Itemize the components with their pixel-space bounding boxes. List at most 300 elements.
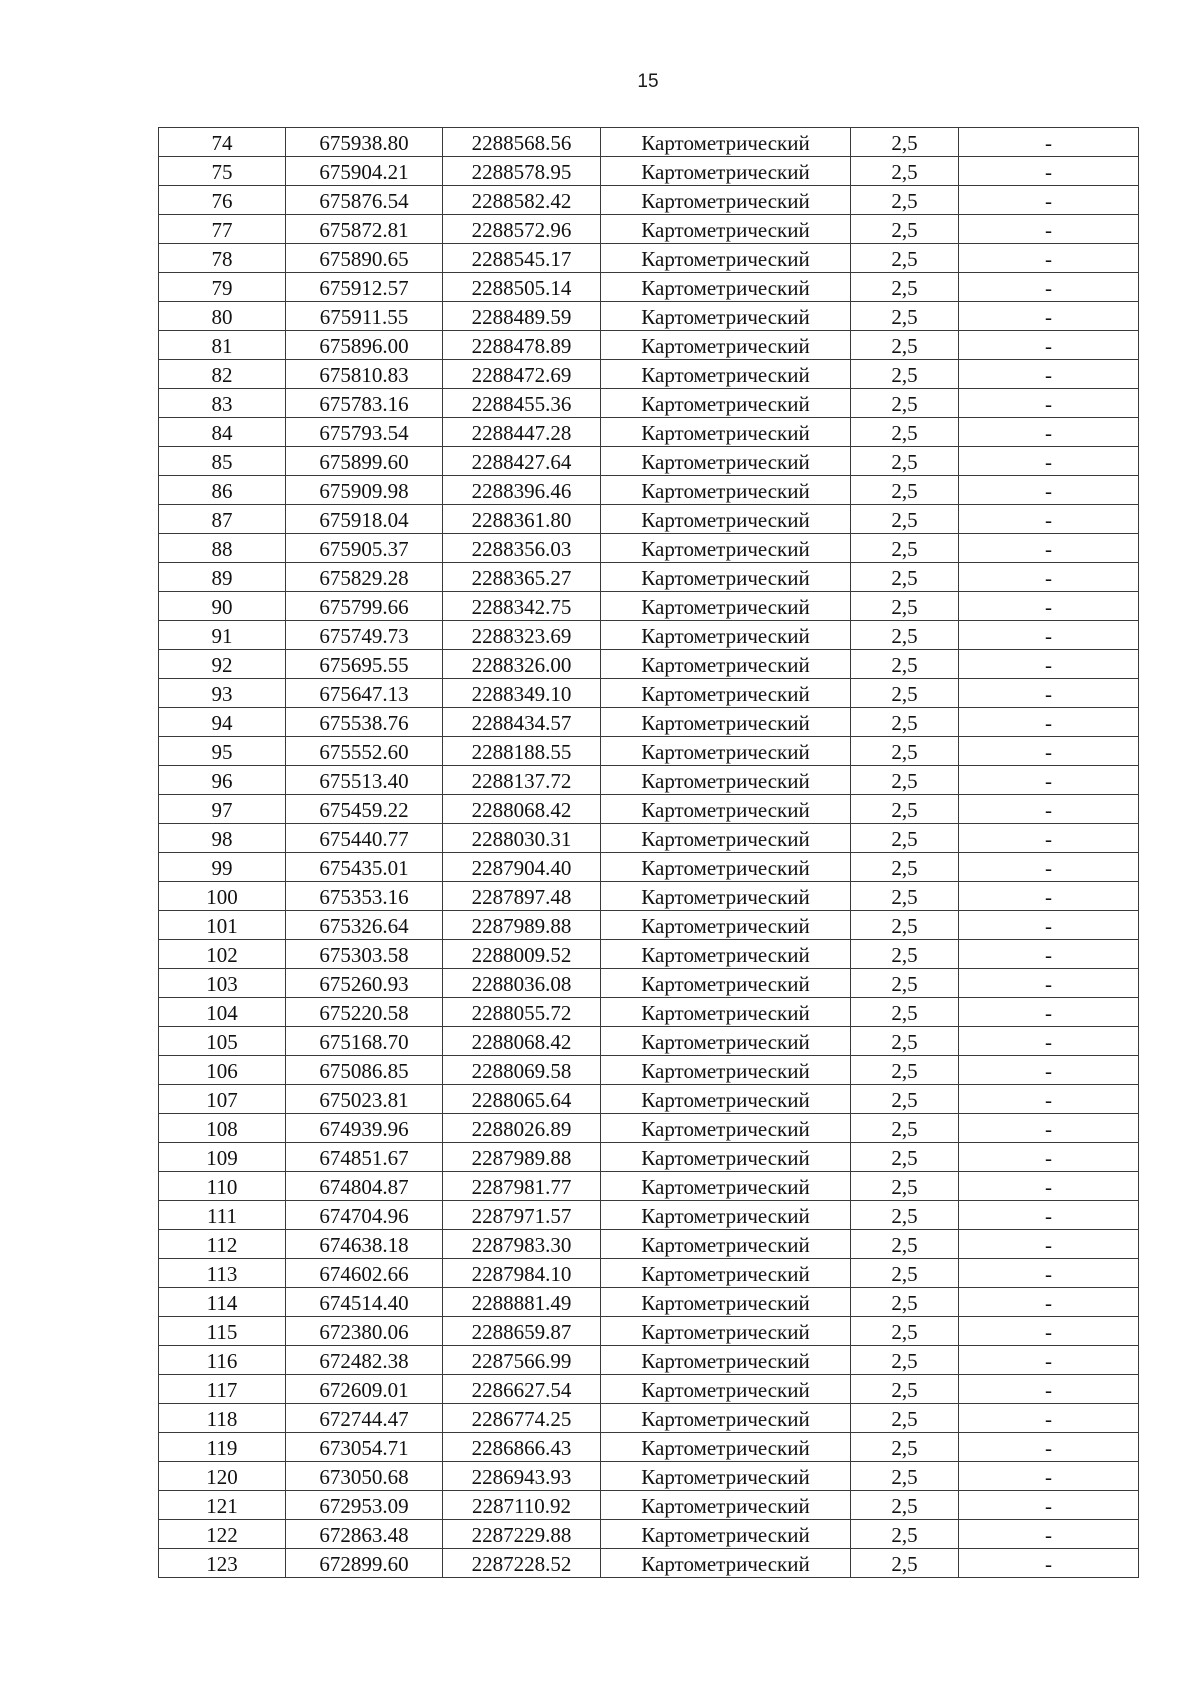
cell-point-number: 122 bbox=[159, 1520, 286, 1549]
cell-point-number: 85 bbox=[159, 447, 286, 476]
cell-point-number: 77 bbox=[159, 215, 286, 244]
table-row bbox=[159, 331, 1139, 360]
cell-y: 2288068.42 bbox=[443, 795, 601, 824]
cell-x: 672744.47 bbox=[286, 1404, 443, 1433]
cell-x: 674704.96 bbox=[286, 1201, 443, 1230]
cell-accuracy: 2,5 bbox=[851, 708, 959, 737]
cell-method: Картометрический bbox=[601, 186, 851, 215]
cell-x: 675909.98 bbox=[286, 476, 443, 505]
cell-method: Картометрический bbox=[601, 331, 851, 360]
cell-method: Картометрический bbox=[601, 882, 851, 911]
cell-note: - bbox=[959, 1143, 1139, 1172]
cell-method: Картометрический bbox=[601, 592, 851, 621]
cell-y: 2288472.69 bbox=[443, 360, 601, 389]
cell-point-number: 94 bbox=[159, 708, 286, 737]
cell-point-number: 79 bbox=[159, 273, 286, 302]
cell-point-number: 123 bbox=[159, 1549, 286, 1578]
cell-note: - bbox=[959, 911, 1139, 940]
table-row bbox=[159, 1491, 1139, 1520]
cell-note: - bbox=[959, 215, 1139, 244]
cell-y: 2288545.17 bbox=[443, 244, 601, 273]
cell-y: 2288447.28 bbox=[443, 418, 601, 447]
cell-accuracy: 2,5 bbox=[851, 447, 959, 476]
cell-point-number: 120 bbox=[159, 1462, 286, 1491]
cell-point-number: 115 bbox=[159, 1317, 286, 1346]
cell-note: - bbox=[959, 186, 1139, 215]
cell-x: 672482.38 bbox=[286, 1346, 443, 1375]
cell-y: 2286943.93 bbox=[443, 1462, 601, 1491]
cell-accuracy: 2,5 bbox=[851, 940, 959, 969]
cell-accuracy: 2,5 bbox=[851, 128, 959, 157]
cell-accuracy: 2,5 bbox=[851, 1346, 959, 1375]
cell-y: 2287897.48 bbox=[443, 882, 601, 911]
cell-point-number: 99 bbox=[159, 853, 286, 882]
cell-note: - bbox=[959, 766, 1139, 795]
cell-note: - bbox=[959, 853, 1139, 882]
cell-note: - bbox=[959, 1491, 1139, 1520]
cell-method: Картометрический bbox=[601, 1201, 851, 1230]
cell-y: 2288659.87 bbox=[443, 1317, 601, 1346]
table-row bbox=[159, 650, 1139, 679]
cell-method: Картометрический bbox=[601, 1114, 851, 1143]
cell-accuracy: 2,5 bbox=[851, 505, 959, 534]
table-row bbox=[159, 186, 1139, 215]
cell-x: 675168.70 bbox=[286, 1027, 443, 1056]
table-row bbox=[159, 1230, 1139, 1259]
cell-y: 2288068.42 bbox=[443, 1027, 601, 1056]
cell-method: Картометрический bbox=[601, 824, 851, 853]
cell-x: 674851.67 bbox=[286, 1143, 443, 1172]
cell-point-number: 97 bbox=[159, 795, 286, 824]
cell-note: - bbox=[959, 360, 1139, 389]
table-row bbox=[159, 244, 1139, 273]
cell-x: 675810.83 bbox=[286, 360, 443, 389]
cell-accuracy: 2,5 bbox=[851, 737, 959, 766]
cell-note: - bbox=[959, 1230, 1139, 1259]
table-row bbox=[159, 1375, 1139, 1404]
cell-method: Картометрический bbox=[601, 621, 851, 650]
cell-method: Картометрический bbox=[601, 157, 851, 186]
cell-x: 675086.85 bbox=[286, 1056, 443, 1085]
table-row bbox=[159, 824, 1139, 853]
cell-note: - bbox=[959, 1288, 1139, 1317]
cell-point-number: 93 bbox=[159, 679, 286, 708]
cell-accuracy: 2,5 bbox=[851, 1433, 959, 1462]
cell-x: 675829.28 bbox=[286, 563, 443, 592]
cell-y: 2286774.25 bbox=[443, 1404, 601, 1433]
cell-y: 2286627.54 bbox=[443, 1375, 601, 1404]
coordinates-table-body bbox=[159, 128, 1139, 1578]
cell-accuracy: 2,5 bbox=[851, 389, 959, 418]
cell-x: 675911.55 bbox=[286, 302, 443, 331]
cell-method: Картометрический bbox=[601, 1375, 851, 1404]
cell-accuracy: 2,5 bbox=[851, 592, 959, 621]
cell-y: 2288188.55 bbox=[443, 737, 601, 766]
cell-point-number: 114 bbox=[159, 1288, 286, 1317]
table-row bbox=[159, 679, 1139, 708]
cell-accuracy: 2,5 bbox=[851, 824, 959, 853]
cell-note: - bbox=[959, 505, 1139, 534]
cell-note: - bbox=[959, 1056, 1139, 1085]
cell-note: - bbox=[959, 650, 1139, 679]
cell-accuracy: 2,5 bbox=[851, 1491, 959, 1520]
cell-y: 2288478.89 bbox=[443, 331, 601, 360]
table-row bbox=[159, 882, 1139, 911]
table-row bbox=[159, 1433, 1139, 1462]
cell-x: 674638.18 bbox=[286, 1230, 443, 1259]
cell-note: - bbox=[959, 389, 1139, 418]
cell-method: Картометрический bbox=[601, 795, 851, 824]
cell-y: 2288578.95 bbox=[443, 157, 601, 186]
cell-note: - bbox=[959, 998, 1139, 1027]
cell-point-number: 80 bbox=[159, 302, 286, 331]
cell-accuracy: 2,5 bbox=[851, 1462, 959, 1491]
cell-accuracy: 2,5 bbox=[851, 1056, 959, 1085]
table-row bbox=[159, 389, 1139, 418]
cell-method: Картометрический bbox=[601, 1288, 851, 1317]
cell-y: 2288137.72 bbox=[443, 766, 601, 795]
table-row bbox=[159, 1288, 1139, 1317]
cell-x: 675538.76 bbox=[286, 708, 443, 737]
cell-point-number: 88 bbox=[159, 534, 286, 563]
cell-method: Картометрический bbox=[601, 1317, 851, 1346]
table-row bbox=[159, 1259, 1139, 1288]
cell-point-number: 91 bbox=[159, 621, 286, 650]
cell-y: 2288323.69 bbox=[443, 621, 601, 650]
cell-method: Картометрический bbox=[601, 969, 851, 998]
cell-note: - bbox=[959, 563, 1139, 592]
cell-note: - bbox=[959, 824, 1139, 853]
cell-method: Картометрический bbox=[601, 911, 851, 940]
cell-note: - bbox=[959, 969, 1139, 998]
cell-accuracy: 2,5 bbox=[851, 795, 959, 824]
cell-accuracy: 2,5 bbox=[851, 302, 959, 331]
cell-point-number: 96 bbox=[159, 766, 286, 795]
table-row bbox=[159, 360, 1139, 389]
cell-y: 2287981.77 bbox=[443, 1172, 601, 1201]
cell-note: - bbox=[959, 244, 1139, 273]
cell-y: 2287983.30 bbox=[443, 1230, 601, 1259]
cell-method: Картометрический bbox=[601, 1346, 851, 1375]
table-row bbox=[159, 1201, 1139, 1230]
cell-method: Картометрический bbox=[601, 360, 851, 389]
table-row bbox=[159, 592, 1139, 621]
cell-method: Картометрический bbox=[601, 708, 851, 737]
cell-point-number: 84 bbox=[159, 418, 286, 447]
table-row bbox=[159, 128, 1139, 157]
cell-method: Картометрический bbox=[601, 1143, 851, 1172]
table-row bbox=[159, 940, 1139, 969]
cell-note: - bbox=[959, 476, 1139, 505]
table-row bbox=[159, 1085, 1139, 1114]
cell-x: 675905.37 bbox=[286, 534, 443, 563]
cell-x: 675872.81 bbox=[286, 215, 443, 244]
cell-note: - bbox=[959, 157, 1139, 186]
table-row bbox=[159, 1462, 1139, 1491]
cell-accuracy: 2,5 bbox=[851, 1288, 959, 1317]
cell-note: - bbox=[959, 331, 1139, 360]
table-row bbox=[159, 505, 1139, 534]
cell-accuracy: 2,5 bbox=[851, 563, 959, 592]
cell-method: Картометрический bbox=[601, 534, 851, 563]
cell-method: Картометрический bbox=[601, 1027, 851, 1056]
cell-x: 674514.40 bbox=[286, 1288, 443, 1317]
cell-x: 675220.58 bbox=[286, 998, 443, 1027]
table-row bbox=[159, 273, 1139, 302]
cell-y: 2287989.88 bbox=[443, 1143, 601, 1172]
table-row bbox=[159, 1404, 1139, 1433]
cell-y: 2288881.49 bbox=[443, 1288, 601, 1317]
table-row bbox=[159, 157, 1139, 186]
table-row bbox=[159, 1520, 1139, 1549]
cell-accuracy: 2,5 bbox=[851, 273, 959, 302]
cell-accuracy: 2,5 bbox=[851, 244, 959, 273]
cell-point-number: 109 bbox=[159, 1143, 286, 1172]
cell-point-number: 86 bbox=[159, 476, 286, 505]
cell-method: Картометрический bbox=[601, 998, 851, 1027]
cell-y: 2288356.03 bbox=[443, 534, 601, 563]
cell-method: Картометрический bbox=[601, 302, 851, 331]
cell-x: 675552.60 bbox=[286, 737, 443, 766]
cell-note: - bbox=[959, 1172, 1139, 1201]
cell-note: - bbox=[959, 1085, 1139, 1114]
cell-method: Картометрический bbox=[601, 737, 851, 766]
cell-note: - bbox=[959, 534, 1139, 563]
cell-y: 2288342.75 bbox=[443, 592, 601, 621]
table-row bbox=[159, 534, 1139, 563]
cell-method: Картометрический bbox=[601, 1056, 851, 1085]
cell-point-number: 108 bbox=[159, 1114, 286, 1143]
cell-point-number: 121 bbox=[159, 1491, 286, 1520]
cell-y: 2286866.43 bbox=[443, 1433, 601, 1462]
table-row bbox=[159, 795, 1139, 824]
cell-method: Картометрический bbox=[601, 215, 851, 244]
cell-x: 675353.16 bbox=[286, 882, 443, 911]
cell-accuracy: 2,5 bbox=[851, 476, 959, 505]
cell-point-number: 81 bbox=[159, 331, 286, 360]
cell-method: Картометрический bbox=[601, 1520, 851, 1549]
cell-method: Картометрический bbox=[601, 1085, 851, 1114]
cell-y: 2288030.31 bbox=[443, 824, 601, 853]
cell-accuracy: 2,5 bbox=[851, 1201, 959, 1230]
cell-point-number: 74 bbox=[159, 128, 286, 157]
cell-x: 675938.80 bbox=[286, 128, 443, 157]
cell-point-number: 82 bbox=[159, 360, 286, 389]
cell-x: 672953.09 bbox=[286, 1491, 443, 1520]
cell-y: 2288065.64 bbox=[443, 1085, 601, 1114]
cell-point-number: 102 bbox=[159, 940, 286, 969]
cell-note: - bbox=[959, 679, 1139, 708]
cell-x: 675783.16 bbox=[286, 389, 443, 418]
cell-x: 675904.21 bbox=[286, 157, 443, 186]
cell-x: 672899.60 bbox=[286, 1549, 443, 1578]
coordinates-table bbox=[158, 127, 1139, 1578]
cell-method: Картометрический bbox=[601, 128, 851, 157]
table-row bbox=[159, 708, 1139, 737]
cell-x: 674602.66 bbox=[286, 1259, 443, 1288]
cell-x: 672863.48 bbox=[286, 1520, 443, 1549]
cell-y: 2287904.40 bbox=[443, 853, 601, 882]
cell-x: 672609.01 bbox=[286, 1375, 443, 1404]
cell-y: 2288326.00 bbox=[443, 650, 601, 679]
cell-accuracy: 2,5 bbox=[851, 157, 959, 186]
cell-method: Картометрический bbox=[601, 418, 851, 447]
cell-method: Картометрический bbox=[601, 505, 851, 534]
cell-point-number: 101 bbox=[159, 911, 286, 940]
cell-point-number: 112 bbox=[159, 1230, 286, 1259]
cell-y: 2287989.88 bbox=[443, 911, 601, 940]
cell-x: 675303.58 bbox=[286, 940, 443, 969]
cell-point-number: 103 bbox=[159, 969, 286, 998]
cell-point-number: 76 bbox=[159, 186, 286, 215]
cell-y: 2288396.46 bbox=[443, 476, 601, 505]
cell-note: - bbox=[959, 1027, 1139, 1056]
cell-note: - bbox=[959, 1259, 1139, 1288]
cell-accuracy: 2,5 bbox=[851, 534, 959, 563]
table-row bbox=[159, 1172, 1139, 1201]
cell-y: 2288361.80 bbox=[443, 505, 601, 534]
cell-y: 2287984.10 bbox=[443, 1259, 601, 1288]
table-row bbox=[159, 1549, 1139, 1578]
cell-note: - bbox=[959, 708, 1139, 737]
cell-y: 2288365.27 bbox=[443, 563, 601, 592]
cell-x: 675513.40 bbox=[286, 766, 443, 795]
cell-x: 675326.64 bbox=[286, 911, 443, 940]
cell-point-number: 89 bbox=[159, 563, 286, 592]
cell-y: 2287971.57 bbox=[443, 1201, 601, 1230]
cell-x: 674939.96 bbox=[286, 1114, 443, 1143]
cell-point-number: 83 bbox=[159, 389, 286, 418]
table-row bbox=[159, 1346, 1139, 1375]
cell-x: 675890.65 bbox=[286, 244, 443, 273]
cell-point-number: 100 bbox=[159, 882, 286, 911]
table-row bbox=[159, 853, 1139, 882]
table-row bbox=[159, 1114, 1139, 1143]
cell-note: - bbox=[959, 1433, 1139, 1462]
cell-x: 675749.73 bbox=[286, 621, 443, 650]
cell-accuracy: 2,5 bbox=[851, 998, 959, 1027]
cell-point-number: 119 bbox=[159, 1433, 286, 1462]
cell-point-number: 90 bbox=[159, 592, 286, 621]
cell-method: Картометрический bbox=[601, 447, 851, 476]
cell-note: - bbox=[959, 621, 1139, 650]
table-row bbox=[159, 1143, 1139, 1172]
cell-method: Картометрический bbox=[601, 273, 851, 302]
cell-accuracy: 2,5 bbox=[851, 882, 959, 911]
cell-method: Картометрический bbox=[601, 1259, 851, 1288]
cell-note: - bbox=[959, 737, 1139, 766]
cell-x: 675459.22 bbox=[286, 795, 443, 824]
cell-x: 675793.54 bbox=[286, 418, 443, 447]
cell-note: - bbox=[959, 1404, 1139, 1433]
cell-y: 2288026.89 bbox=[443, 1114, 601, 1143]
cell-accuracy: 2,5 bbox=[851, 1259, 959, 1288]
cell-accuracy: 2,5 bbox=[851, 1027, 959, 1056]
cell-note: - bbox=[959, 447, 1139, 476]
cell-accuracy: 2,5 bbox=[851, 418, 959, 447]
cell-x: 675260.93 bbox=[286, 969, 443, 998]
cell-y: 2288455.36 bbox=[443, 389, 601, 418]
cell-method: Картометрический bbox=[601, 1491, 851, 1520]
cell-y: 2287229.88 bbox=[443, 1520, 601, 1549]
cell-method: Картометрический bbox=[601, 563, 851, 592]
cell-y: 2288505.14 bbox=[443, 273, 601, 302]
table-row bbox=[159, 1027, 1139, 1056]
cell-y: 2288349.10 bbox=[443, 679, 601, 708]
cell-point-number: 118 bbox=[159, 1404, 286, 1433]
cell-note: - bbox=[959, 1375, 1139, 1404]
cell-accuracy: 2,5 bbox=[851, 1114, 959, 1143]
cell-method: Картометрический bbox=[601, 1172, 851, 1201]
cell-accuracy: 2,5 bbox=[851, 1404, 959, 1433]
cell-y: 2288055.72 bbox=[443, 998, 601, 1027]
table-row bbox=[159, 911, 1139, 940]
cell-note: - bbox=[959, 1201, 1139, 1230]
cell-x: 675023.81 bbox=[286, 1085, 443, 1114]
table-row bbox=[159, 1317, 1139, 1346]
cell-point-number: 95 bbox=[159, 737, 286, 766]
cell-x: 675876.54 bbox=[286, 186, 443, 215]
cell-accuracy: 2,5 bbox=[851, 360, 959, 389]
table-row bbox=[159, 737, 1139, 766]
cell-x: 675695.55 bbox=[286, 650, 443, 679]
cell-method: Картометрический bbox=[601, 766, 851, 795]
cell-accuracy: 2,5 bbox=[851, 331, 959, 360]
cell-accuracy: 2,5 bbox=[851, 1317, 959, 1346]
cell-point-number: 87 bbox=[159, 505, 286, 534]
cell-point-number: 117 bbox=[159, 1375, 286, 1404]
cell-accuracy: 2,5 bbox=[851, 186, 959, 215]
cell-method: Картометрический bbox=[601, 853, 851, 882]
cell-note: - bbox=[959, 592, 1139, 621]
cell-method: Картометрический bbox=[601, 1404, 851, 1433]
cell-point-number: 111 bbox=[159, 1201, 286, 1230]
table-row bbox=[159, 1056, 1139, 1085]
cell-y: 2288036.08 bbox=[443, 969, 601, 998]
cell-note: - bbox=[959, 940, 1139, 969]
cell-accuracy: 2,5 bbox=[851, 1172, 959, 1201]
cell-point-number: 107 bbox=[159, 1085, 286, 1114]
cell-note: - bbox=[959, 1462, 1139, 1491]
cell-method: Картометрический bbox=[601, 1433, 851, 1462]
cell-note: - bbox=[959, 795, 1139, 824]
cell-x: 675435.01 bbox=[286, 853, 443, 882]
cell-note: - bbox=[959, 273, 1139, 302]
cell-method: Картометрический bbox=[601, 476, 851, 505]
cell-accuracy: 2,5 bbox=[851, 215, 959, 244]
cell-y: 2287110.92 bbox=[443, 1491, 601, 1520]
cell-x: 673050.68 bbox=[286, 1462, 443, 1491]
cell-point-number: 116 bbox=[159, 1346, 286, 1375]
cell-accuracy: 2,5 bbox=[851, 853, 959, 882]
table-row bbox=[159, 447, 1139, 476]
cell-accuracy: 2,5 bbox=[851, 1085, 959, 1114]
cell-note: - bbox=[959, 1520, 1139, 1549]
cell-y: 2288568.56 bbox=[443, 128, 601, 157]
cell-method: Картометрический bbox=[601, 244, 851, 273]
cell-method: Картометрический bbox=[601, 1549, 851, 1578]
cell-method: Картометрический bbox=[601, 650, 851, 679]
cell-accuracy: 2,5 bbox=[851, 911, 959, 940]
cell-method: Картометрический bbox=[601, 679, 851, 708]
cell-y: 2288489.59 bbox=[443, 302, 601, 331]
cell-accuracy: 2,5 bbox=[851, 1230, 959, 1259]
cell-accuracy: 2,5 bbox=[851, 679, 959, 708]
cell-method: Картометрический bbox=[601, 389, 851, 418]
cell-note: - bbox=[959, 1549, 1139, 1578]
cell-y: 2287228.52 bbox=[443, 1549, 601, 1578]
cell-point-number: 106 bbox=[159, 1056, 286, 1085]
